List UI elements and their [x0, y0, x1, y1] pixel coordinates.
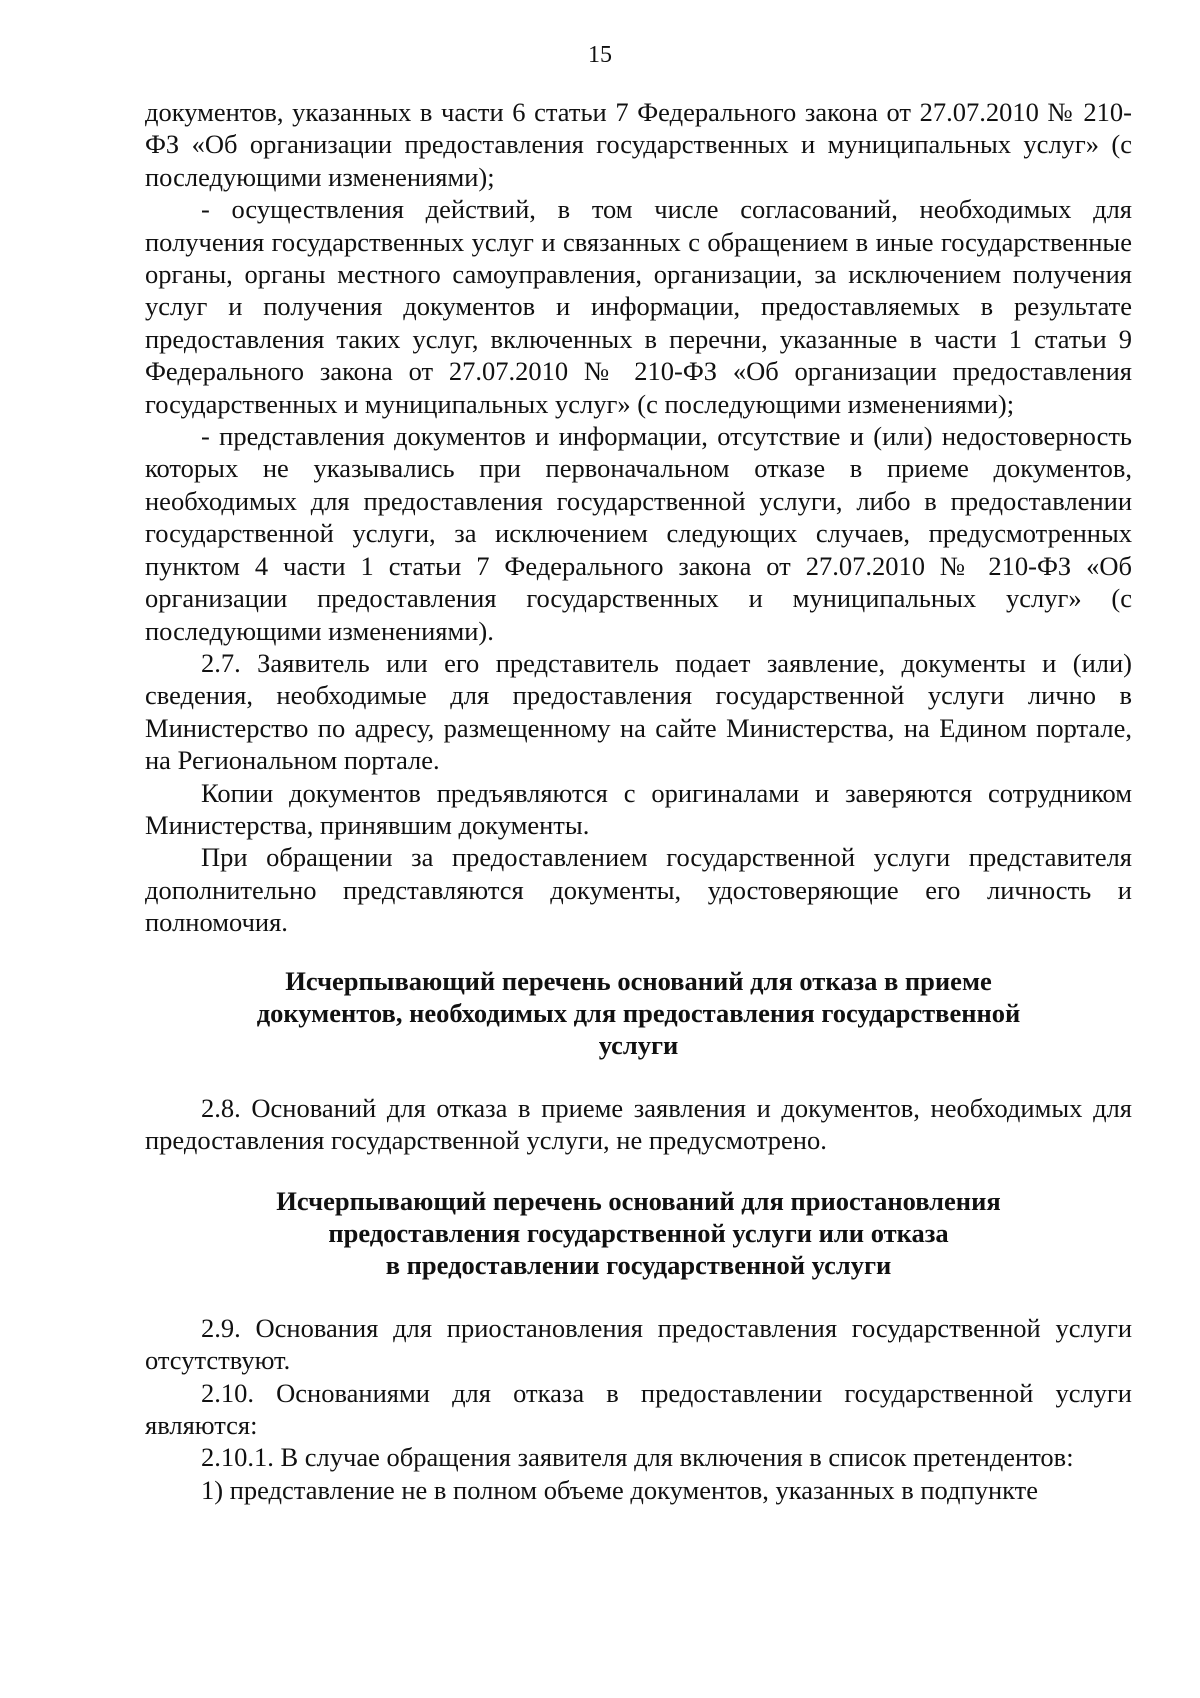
section-heading-suspension-or-refusal — [145, 1185, 1132, 1282]
paragraph: 2.10. Основаниями для отказа в предоставлении государственной услуги являются: — [145, 1377, 1132, 1441]
paragraph: 2.8. Оснований для отказа в приеме заявления и документов, необходимых для предоставления государственной услуги, не предусмотрено. — [145, 1092, 1132, 1156]
paragraph: 2.7. Заявитель или его представитель подает заявление, документы и (или) сведения, необходимые для предоставления государственной услуги лично в Министерство по адресу, размещенному на сайте Министерства, на Едином портале, на Региональном портале. — [145, 647, 1132, 776]
heading-line: Исчерпывающий перечень оснований для приостановления — [276, 1185, 1001, 1216]
section-after-heading-1 — [145, 1092, 1132, 1157]
paragraph: документов, указанных в части 6 статьи 7 Федерального закона от 27.07.2010 № 210-ФЗ «Об организации предоставления государственных и муниципальных услуг» (с последующими изменениями); — [145, 97, 1132, 192]
document-body — [145, 96, 1132, 1506]
section-heading-refusal-to-accept — [145, 965, 1132, 1062]
paragraph: - представления документов и информации, отсутствие и (или) недостоверность которых не указывались при первоначальном отказе в приеме документов, необходимых для предоставления государственной услуги, либо в предоставлении государственной услуги, за исключением следующих случаев, предусмотренных пунктом 4 части 1 статьи 7 Федерального закона от 27.07.2010 № 210-ФЗ «Об организации предоставления государственных и муниципальных услуг» (с последующими изменениями). — [145, 421, 1132, 646]
heading-line: Исчерпывающий перечень оснований для отказа в приеме — [285, 965, 992, 996]
paragraph: 2.9. Основания для приостановления предоставления государственной услуги отсутствуют. — [145, 1312, 1132, 1376]
paragraph: 2.10.1. В случае обращения заявителя для включения в список претендентов: — [201, 1442, 1074, 1473]
paragraph: - осуществления действий, в том числе согласований, необходимых для получения государственных услуг и связанных с обращением в иные государственные органы, органы местного самоуправления, организации, за исключением получения услуг и получения документов и информации, предоставляемых в результате предоставления таких услуг, включенных в перечни, указанные в части 1 статьи 9 Федерального закона от 27.07.2010 № 210-ФЗ «Об организации предоставления государственных и муниципальных услуг» (с последующими изменениями); — [145, 194, 1132, 419]
paragraph: 1) представление не в полном объеме документов, указанных в подпункте — [201, 1474, 1039, 1505]
section-after-heading-2 — [145, 1312, 1132, 1506]
heading-line: документов, необходимых для предоставления государственной — [256, 997, 1021, 1028]
heading-line: в предоставлении государственной услуги — [385, 1250, 892, 1281]
paragraph: Копии документов предъявляются с оригиналами и заверяются сотрудником Министерства, принявшим документы. — [145, 777, 1132, 840]
page-number: 15 — [588, 42, 612, 68]
paragraph: При обращении за предоставлением государственной услуги представителя дополнительно представляются документы, удостоверяющие его личность и полномочия. — [145, 842, 1132, 938]
heading-line: предоставления государственной услуги или отказа — [328, 1218, 949, 1248]
section-before-heading-1 — [145, 96, 1132, 939]
heading-line: услуги — [598, 1030, 679, 1061]
